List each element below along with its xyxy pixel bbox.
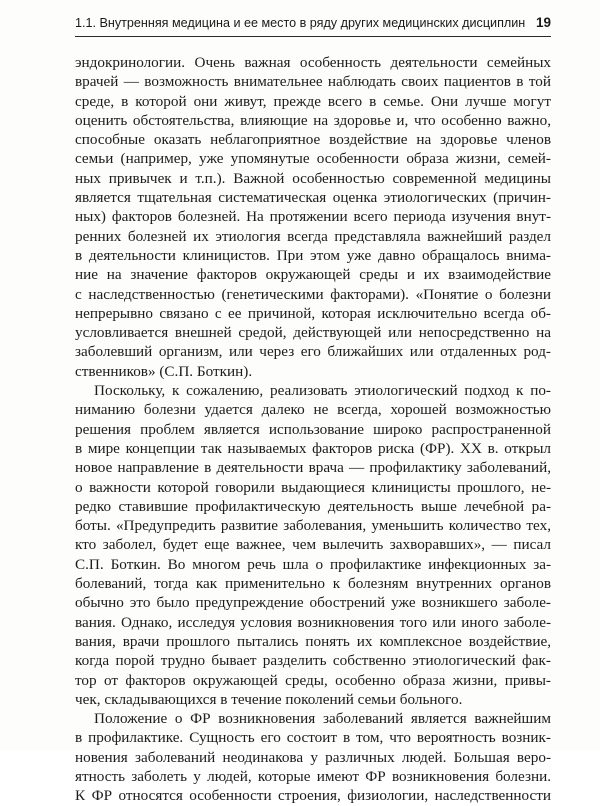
text-line: когда порой трудно бывает разделить собственно этиологический фак-	[75, 652, 551, 670]
text-line: редко ставившие профилактическую деятельность выше лечебной ра-	[75, 497, 551, 515]
text-line: в профилактике. Сущность его состоит в том, что вероятность возник-	[75, 729, 551, 747]
text-line: обычно это было предупреждение обострений уже возникшего заболе-	[75, 594, 551, 612]
text-line: Положение о ФР возникновения заболеваний является важнейшим	[94, 710, 551, 728]
text-line: тор от факторов окружающей среды, особенно образа жизни, привы-	[75, 671, 551, 689]
text-line: вания, врачи прошлого пытались понять их комплексное воздействие,	[75, 632, 551, 650]
text-line: ние на значение факторов окружающей среды и их взаимодействие	[75, 266, 551, 284]
text-line: новения заболеваний неодинакова у различных людей. Большая веро-	[75, 748, 551, 766]
text-line: оценить обстоятельства, влияющие на здоровье и, что особенно важно,	[75, 111, 551, 129]
text-line: кто заболел, будет еще важнее, чем вылечить захворавших», — писал	[75, 536, 551, 554]
text-line: боты. «Предупредить развитие заболевания, уменьшить количество тех,	[75, 517, 551, 535]
text-line: К ФР относятся особенности строения, физиологии, наследственности	[75, 787, 551, 805]
paragraph	[75, 381, 551, 709]
page-number: 19	[535, 15, 551, 30]
body-text	[75, 53, 551, 806]
text-line: условливается внешней средой, действующей или непосредственно на	[75, 324, 551, 342]
running-header	[75, 14, 551, 37]
text-line: ных) факторов болезней. На протяжении всего периода изучения внут-	[75, 208, 551, 226]
paragraph	[75, 53, 551, 381]
text-line: с наследственностью (генетическими факторами). «Понятие о болезни	[75, 285, 551, 303]
text-line: чек, складывающихся в течение поколений семьи больного.	[75, 690, 463, 708]
text-line: Поскольку, к сожалению, реализовать этиологический подход к по-	[94, 382, 551, 400]
text-line: врачей — возможность внимательнее наблюдать своих пациентов в той	[75, 73, 551, 91]
text-line: является тщательная систематическая оценка этиологических (причин-	[75, 189, 551, 207]
text-line: семьи (например, уже упомянутые особенности образа жизни, семей-	[75, 150, 551, 168]
text-line: ных привычек и т.п.). Важной особенностью современной медицины	[75, 169, 551, 187]
text-line: в мире концепции так называемых факторов риска (ФР). XX в. открыл	[75, 439, 551, 457]
text-line: среде, в которой они живут, прежде всего в семье. Они лучше могут	[75, 92, 551, 110]
text-line: С.П. Боткин. Во многом речь шла о профилактике инфекционных за-	[75, 555, 551, 573]
text-line: заболевший организм, или через его ближайших или отдаленных род-	[75, 343, 551, 361]
text-line: решения проблем является использование широко распространенной	[75, 420, 551, 438]
text-line: о важности которой говорили выдающиеся клиницисты прошлого, не-	[75, 478, 551, 496]
text-line: способные оказать неблагоприятное воздействие на здоровье членов	[75, 131, 551, 149]
text-line: вания. Однако, исследуя условия возникновения того или иного заболе-	[75, 613, 551, 631]
text-line: непрерывно связано с ее причиной, которая исключительно всегда об-	[75, 304, 551, 322]
text-line: новое направление в деятельности врача — профилактику заболеваний,	[75, 459, 551, 477]
text-line: ренних болезней их этиология всегда представляла важнейший раздел	[75, 227, 551, 245]
text-line: ятность заболеть у людей, которые имеют ФР возникновения болезни.	[75, 767, 551, 785]
text-line: в деятельности клиницистов. При этом уже давно обращалось внима-	[75, 246, 551, 264]
text-line: ниманию болезни удается далеко не всегда, хорошей возможностью	[75, 401, 551, 419]
text-line: болеваний, тогда как применительно к болезням внутренних органов	[75, 575, 551, 593]
text-line: ственников» (С.П. Боткин).	[75, 362, 253, 380]
text-line: эндокринологии. Очень важная особенность деятельности семейных	[75, 54, 551, 71]
paragraph	[75, 709, 551, 805]
running-title: 1.1. Внутренняя медицина и ее место в ряду других медицинских дисциплин	[75, 16, 526, 30]
